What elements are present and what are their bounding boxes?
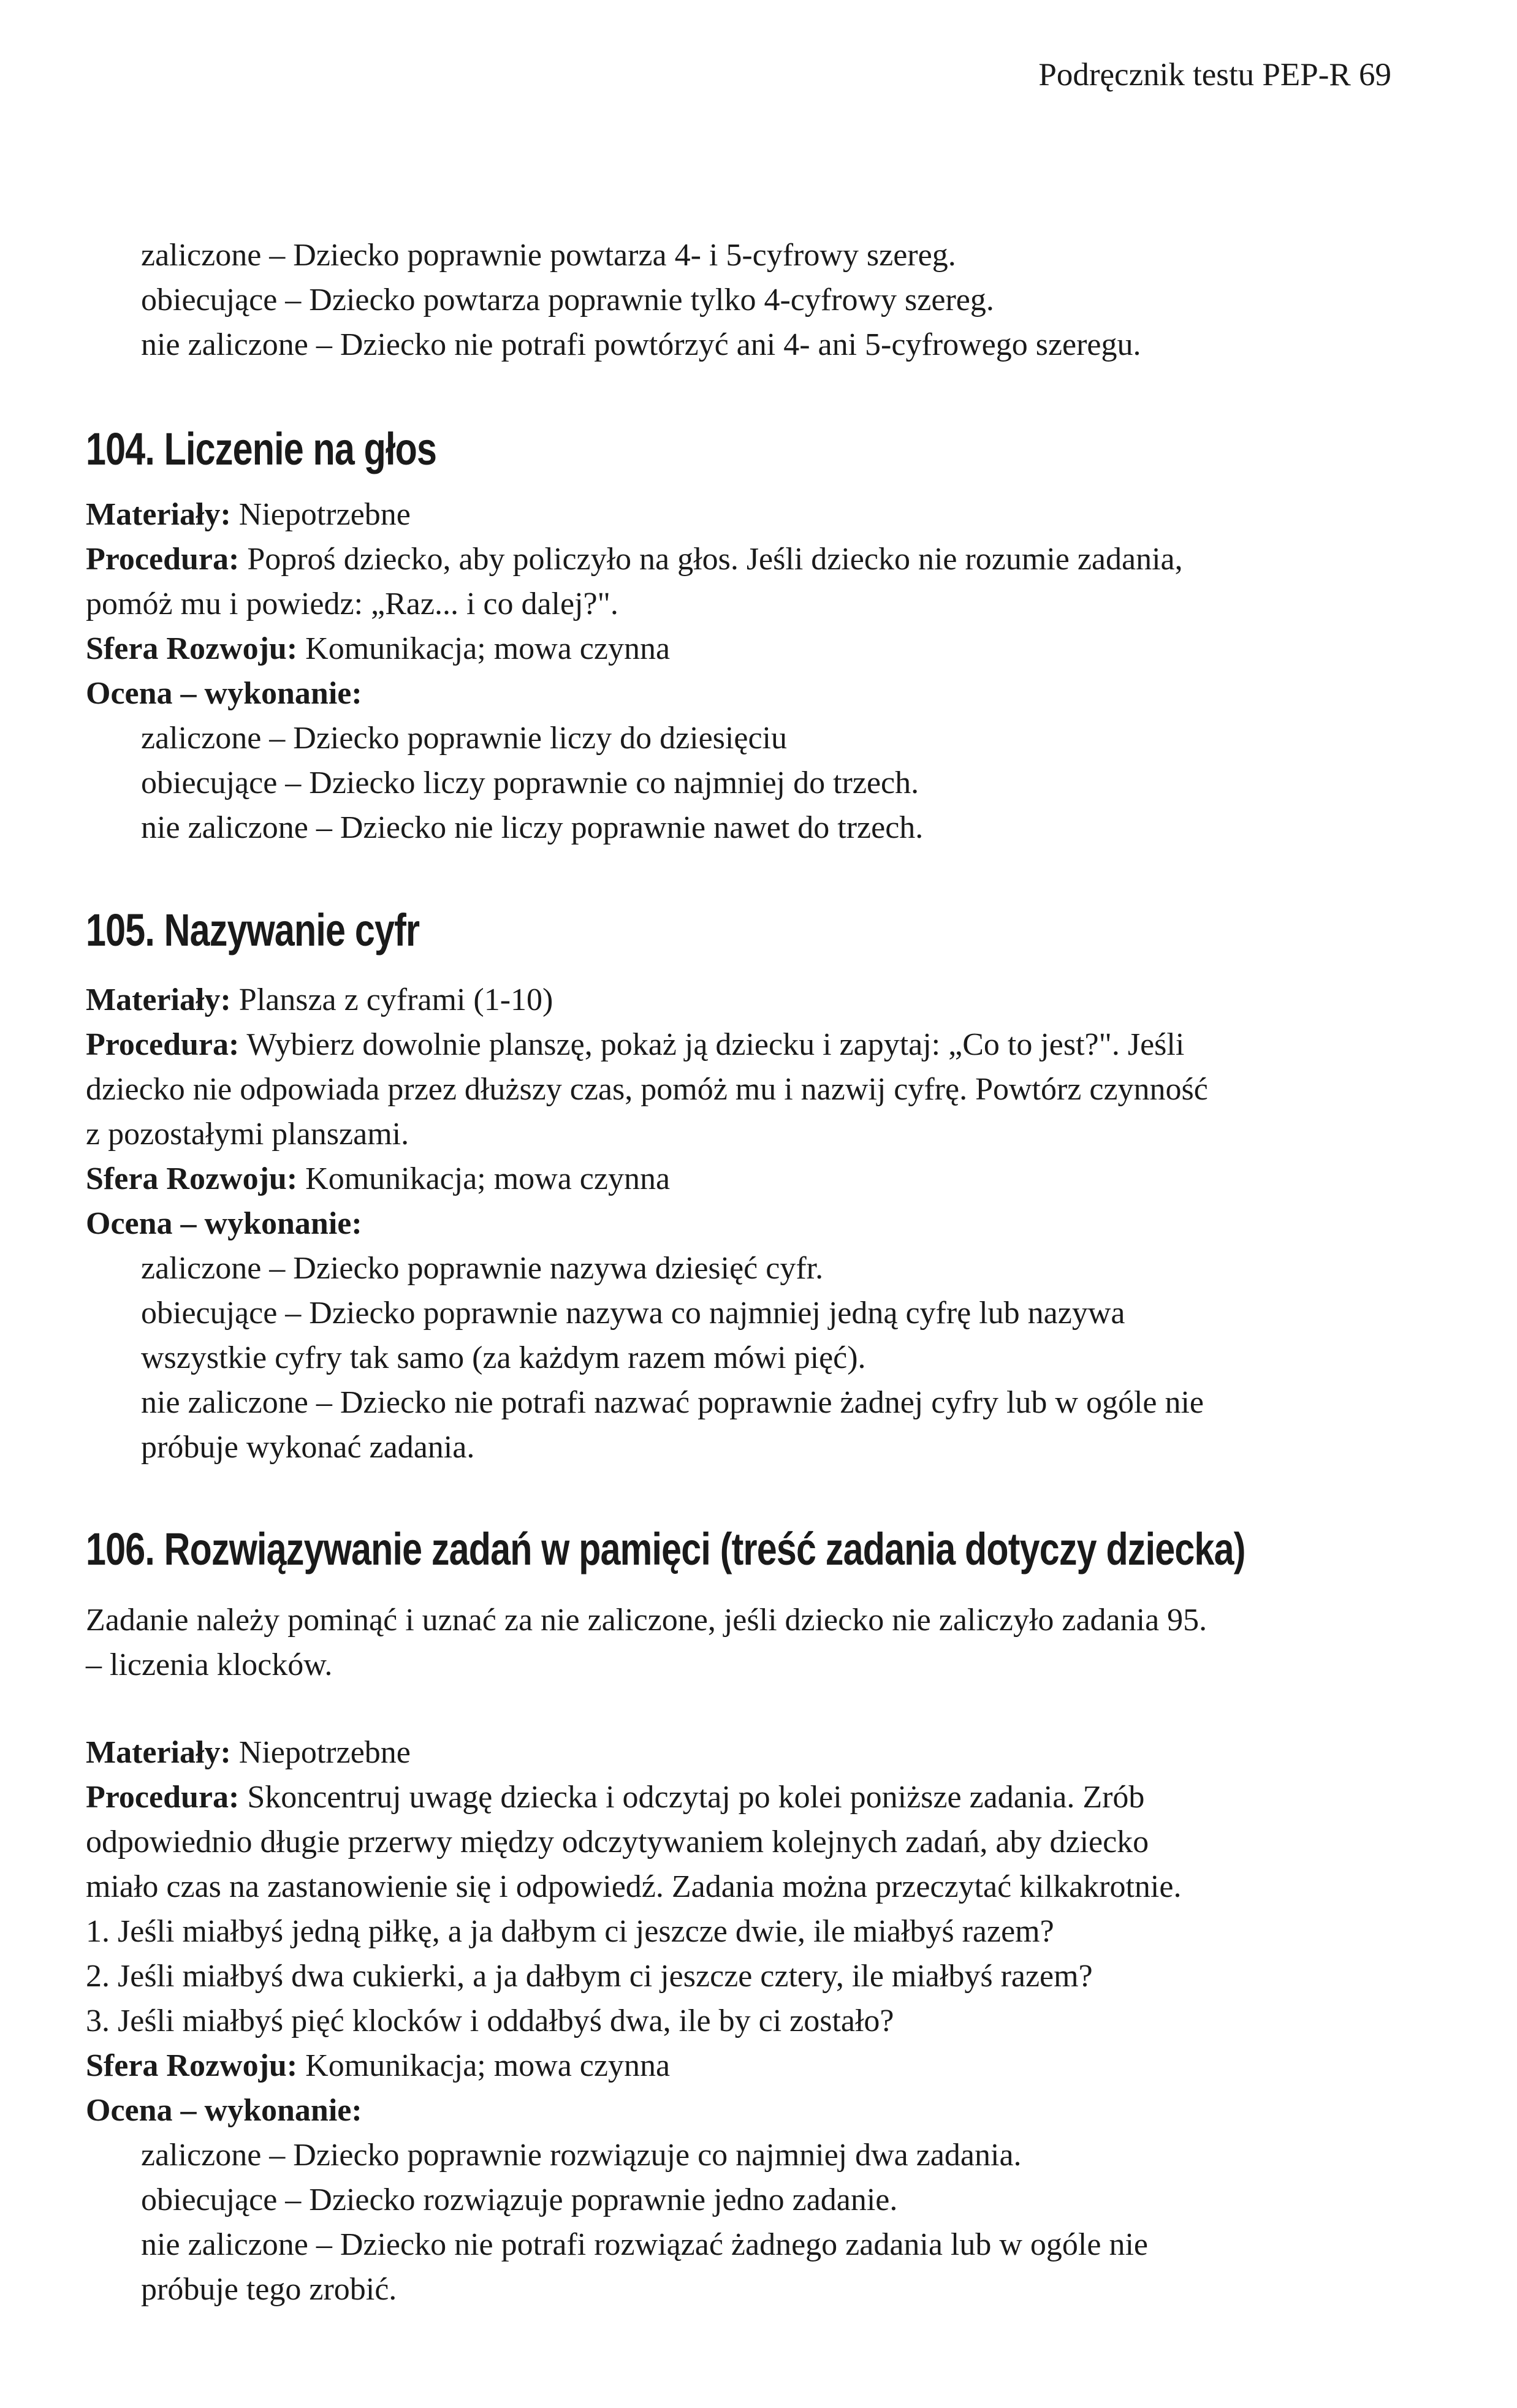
procedure-text: Poproś dziecko, aby policzyło na głos. Jeśli dziecko nie rozumie zadania,	[247, 542, 1183, 577]
procedure-text: Skoncentruj uwagę dziecka i odczytaj po kolei poniższe zadania. Zrób	[247, 1780, 1145, 1815]
scoring-line: zaliczone – Dziecko poprawnie powtarza 4- i 5-cyfrowy szereg.	[141, 238, 956, 273]
sphere-value: Komunikacja; mowa czynna	[305, 631, 671, 666]
materials-label: Materiały:	[86, 1735, 231, 1770]
scoring-label: Ocena – wykonanie:	[86, 1206, 362, 1241]
task-item: 2. Jeśli miałbyś dwa cukierki, a ja dałbym ci jeszcze cztery, ile miałbyś razem?	[86, 1959, 1093, 1994]
materials-value: Plansza z cyframi (1-10)	[238, 982, 553, 1017]
procedure-text: pomóż mu i powiedz: „Raz... i co dalej?".	[86, 587, 618, 621]
procedure-label: Procedura:	[86, 542, 240, 577]
sphere-label: Sfera Rozwoju:	[86, 1161, 298, 1196]
scoring-line: próbuje wykonać zadania.	[141, 1430, 475, 1465]
item-104-body	[86, 492, 1391, 850]
sphere-label: Sfera Rozwoju:	[86, 2048, 298, 2083]
scoring-line: obiecujące – Dziecko liczy poprawnie co najmniej do trzech.	[141, 765, 919, 800]
scoring-line: nie zaliczone – Dziecko nie potrafi nazwać poprawnie żadnej cyfry lub w ogóle nie	[141, 1385, 1204, 1420]
scoring-line: nie zaliczone – Dziecko nie potrafi rozwiązać żadnego zadania lub w ogóle nie	[141, 2227, 1148, 2262]
materials-label: Materiały:	[86, 982, 231, 1017]
item-106-note	[86, 1598, 1391, 1687]
procedure-text: Wybierz dowolnie planszę, pokaż ją dziecku i zapytaj: „Co to jest?". Jeśli	[246, 1027, 1185, 1062]
procedure-text: z pozostałymi planszami.	[86, 1117, 409, 1152]
note-text: – liczenia klocków.	[86, 1647, 333, 1682]
materials-value: Niepotrzebne	[238, 497, 411, 532]
scoring-line: nie zaliczone – Dziecko nie liczy poprawnie nawet do trzech.	[141, 810, 924, 845]
procedure-label: Procedura:	[86, 1780, 240, 1815]
note-text: Zadanie należy pominąć i uznać za nie zaliczone, jeśli dziecko nie zaliczyło zadania 95.	[86, 1603, 1207, 1638]
item-105-body	[86, 978, 1391, 1470]
scoring-line: obiecujące – Dziecko powtarza poprawnie tylko 4-cyfrowy szereg.	[141, 283, 994, 317]
item-105-title: 105. Nazywanie cyfr	[86, 905, 420, 955]
scoring-line: zaliczone – Dziecko poprawnie rozwiązuje co najmniej dwa zadania.	[141, 2138, 1022, 2173]
procedure-text: odpowiednio długie przerwy między odczytywaniem kolejnych zadań, aby dziecko	[86, 1825, 1149, 1859]
scoring-line: zaliczone – Dziecko poprawnie liczy do dziesięciu	[141, 721, 787, 756]
materials-value: Niepotrzebne	[238, 1735, 411, 1770]
scoring-line: nie zaliczone – Dziecko nie potrafi powtórzyć ani 4- ani 5-cyfrowego szeregu.	[141, 327, 1141, 362]
item-106-title: 106. Rozwiązywanie zadań w pamięci (treść zadania dotyczy dziecka)	[86, 1524, 1245, 1574]
scoring-line: obiecujące – Dziecko poprawnie nazywa co najmniej jedną cyfrę lub nazywa	[141, 1296, 1125, 1331]
sphere-value: Komunikacja; mowa czynna	[305, 2048, 671, 2083]
sphere-label: Sfera Rozwoju:	[86, 631, 298, 666]
sphere-value: Komunikacja; mowa czynna	[305, 1161, 671, 1196]
task-item: 1. Jeśli miałbyś jedną piłkę, a ja dałbym ci jeszcze dwie, ile miałbyś razem?	[86, 1914, 1054, 1949]
scoring-line: wszystkie cyfry tak samo (za każdym razem mówi pięć).	[141, 1340, 866, 1375]
item-104-title: 104. Liczenie na głos	[86, 423, 437, 474]
scoring-line: próbuje tego zrobić.	[141, 2272, 397, 2307]
scoring-label: Ocena – wykonanie:	[86, 676, 362, 711]
procedure-label: Procedura:	[86, 1027, 240, 1062]
procedure-text: dziecko nie odpowiada przez dłuższy czas, pomóż mu i nazwij cyfrę. Powtórz czynność	[86, 1072, 1208, 1107]
item-106-body	[86, 1730, 1391, 2312]
task-item: 3. Jeśli miałbyś pięć klocków i oddałbyś dwa, ile by ci zostało?	[86, 2004, 894, 2038]
scoring-line: obiecujące – Dziecko rozwiązuje poprawnie jedno zadanie.	[141, 2182, 898, 2217]
previous-item-scoring	[86, 233, 1391, 367]
procedure-text: miało czas na zastanowienie się i odpowiedź. Zadania można przeczytać kilkakrotnie.	[86, 1869, 1182, 1904]
running-head: Podręcznik testu PEP-R 69	[1038, 57, 1391, 93]
scoring-line: zaliczone – Dziecko poprawnie nazywa dziesięć cyfr.	[141, 1251, 824, 1286]
materials-label: Materiały:	[86, 497, 231, 532]
scoring-label: Ocena – wykonanie:	[86, 2093, 362, 2128]
